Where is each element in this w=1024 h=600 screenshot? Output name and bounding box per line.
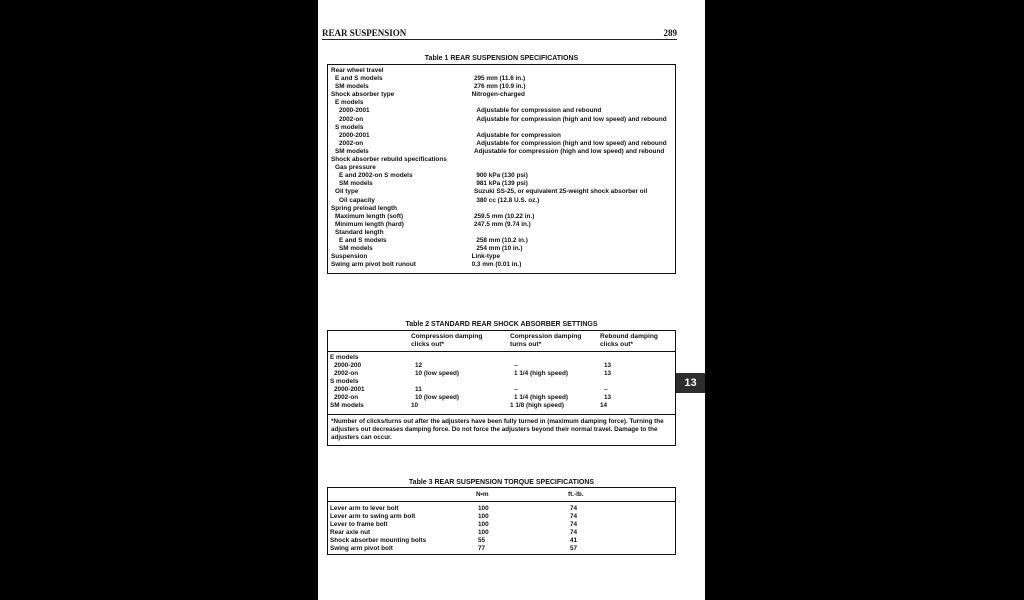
table1-row: [331, 253, 675, 261]
torque-nm: 100: [478, 505, 489, 512]
table2-row: [330, 402, 675, 410]
setting-model: 2000-200: [334, 362, 362, 369]
table2-body: [328, 352, 675, 414]
spec-label: Minimum length (hard): [335, 220, 404, 228]
spec-value: 276 mm (10.9 in.): [473, 83, 526, 91]
setting-compression-clicks: 10 (low speed): [415, 370, 460, 377]
table2-header-cell: Compression damping turns out*: [510, 333, 582, 348]
table1-row: [331, 172, 675, 180]
setting-compression-turns: 1 1/4 (high speed): [514, 394, 568, 401]
table1-row: [331, 140, 675, 148]
table2-row: [330, 386, 675, 394]
table1-row: [331, 116, 675, 124]
torque-item: Shock absorber mounting bolts: [330, 537, 427, 544]
spec-value: Adjustable for compression (high and low speed) and rebound: [476, 139, 667, 147]
spec-label: Spring preload length: [331, 204, 398, 212]
spec-label: E models: [335, 99, 364, 107]
table2-footnote: *Number of clicks/turns out after the adjusters have been fully turned in (maximum damping force). Turning the adjusters out decreases damping force. Do not force the adjusters beyond their normal travel. Damage to the adjusters can occur.: [328, 414, 675, 443]
torque-item: Swing arm pivot bolt: [330, 545, 393, 552]
table3-row: [330, 537, 675, 545]
table3: [327, 487, 676, 555]
table1-row: [331, 124, 675, 132]
setting-compression-turns: 1 1/8 (high speed): [510, 402, 564, 409]
setting-rebound-clicks: 13: [604, 362, 612, 369]
table1-row: [331, 132, 675, 140]
spec-value: 247.5 mm (9.74 in.): [473, 220, 531, 228]
spec-value: [474, 99, 675, 107]
table1-row: [331, 197, 675, 205]
torque-ftlb: 74: [570, 505, 578, 512]
table1: [327, 64, 676, 274]
table1-row: [331, 107, 675, 115]
spec-value: 900 kPa (130 psi): [476, 172, 528, 180]
setting-compression-clicks: 10 (low speed): [415, 394, 460, 401]
table1-row: [331, 213, 675, 221]
spec-value: 254 mm (10 in.): [476, 245, 523, 253]
table1-row: [331, 221, 675, 229]
setting-rebound-clicks: 13: [604, 394, 612, 401]
setting-compression-clicks: 12: [415, 362, 423, 369]
table3-row: [330, 513, 675, 521]
setting-compression-clicks: 10: [411, 402, 419, 409]
torque-ftlb: 74: [570, 513, 578, 520]
spec-label: Shock absorber type: [331, 91, 395, 99]
spec-label: Rear wheel travel: [331, 67, 384, 74]
spec-label: Shock absorber rebuild specifications: [331, 156, 447, 164]
chapter-tab: 13: [676, 373, 705, 393]
setting-model: 2000-2001: [334, 386, 365, 393]
table1-row: [331, 245, 675, 253]
spec-value: [472, 205, 675, 213]
spec-label: Standard length: [335, 228, 384, 236]
spec-value: [474, 124, 675, 132]
table3-row: [330, 521, 675, 529]
table2-row: [330, 378, 675, 386]
torque-item: Lever arm to lever bolt: [330, 505, 399, 512]
spec-value: [474, 229, 675, 237]
setting-compression-turns: [510, 354, 600, 362]
spec-value: [472, 156, 675, 164]
table1-row: [331, 188, 675, 196]
torque-nm: 55: [478, 537, 486, 544]
table3-header-cell: [328, 491, 476, 501]
table1-row: [331, 156, 675, 164]
spec-value: Adjustable for compression and rebound: [476, 107, 602, 115]
table2-row: [330, 362, 675, 370]
table1-row: [331, 148, 675, 156]
spec-value: Adjustable for compression: [476, 131, 561, 139]
spec-label: Oil capacity: [339, 196, 375, 204]
spec-value: Adjustable for compression (high and low speed) and rebound: [476, 115, 667, 123]
setting-model: S models: [330, 378, 359, 385]
spec-value: Link-type: [471, 253, 500, 261]
spec-label: E and S models: [339, 236, 387, 244]
setting-compression-clicks: [411, 378, 510, 386]
spec-label: E and S models: [335, 75, 383, 83]
spec-value: 981 kPa (139 psi): [476, 180, 528, 188]
table3-row: [330, 529, 675, 537]
setting-compression-clicks: [411, 354, 510, 362]
table1-row: [331, 205, 675, 213]
spec-label: Swing arm pivot bolt runout: [331, 261, 416, 269]
torque-ftlb: 74: [570, 529, 578, 536]
table2-row: [330, 354, 675, 362]
setting-model: 2002-on: [334, 394, 359, 401]
spec-label: Gas pressure: [335, 164, 376, 172]
setting-rebound-clicks: [600, 354, 670, 362]
setting-compression-turns: –: [514, 386, 518, 393]
spec-label: SM models: [335, 83, 369, 91]
setting-model: SM models: [330, 402, 364, 409]
torque-nm: 100: [478, 513, 489, 520]
table3-header-cell: ft.-lb.: [568, 491, 584, 498]
spec-label: S models: [335, 123, 364, 131]
spec-label: Maximum length (soft): [335, 212, 404, 220]
table3-header: [328, 488, 675, 502]
spec-label: 2000-2001: [339, 131, 370, 139]
spec-value: [474, 164, 675, 172]
table3-body: [328, 502, 675, 553]
setting-model: E models: [330, 354, 359, 361]
table1-row: [331, 99, 675, 107]
torque-ftlb: 41: [570, 537, 578, 544]
spec-label: 2002-on: [339, 139, 364, 147]
table2-title: Table 2 STANDARD REAR SHOCK ABSORBER SETTINGS: [405, 321, 598, 328]
spec-label: Oil type: [335, 188, 359, 196]
spec-label: 2002-on: [339, 115, 364, 123]
table2-row: [330, 394, 675, 402]
table1-row: [331, 237, 675, 245]
table1-title: Table 1 REAR SUSPENSION SPECIFICATIONS: [424, 55, 579, 62]
table2: [327, 330, 676, 446]
table2-header-cell: [328, 333, 411, 351]
spec-value: Adjustable for compression (high and low speed) and rebound: [473, 147, 665, 155]
setting-rebound-clicks: [600, 378, 670, 386]
spec-label: E and 2002-on S models: [339, 172, 413, 180]
table3-row: [330, 505, 675, 513]
table1-row: [331, 261, 675, 269]
setting-rebound-clicks: 14: [600, 402, 608, 409]
spec-label: SM models: [335, 147, 369, 155]
table1-row: [331, 164, 675, 172]
table3-title: Table 3 REAR SUSPENSION TORQUE SPECIFICATIONS: [408, 479, 595, 486]
table2-header-cell: Compression damping clicks out*: [411, 333, 483, 348]
spec-label: Suspension: [331, 253, 368, 261]
table3-row: [330, 545, 675, 553]
setting-compression-turns: 1 1/4 (high speed): [514, 370, 568, 377]
torque-item: Lever arm to swing arm bolt: [330, 513, 416, 520]
page-number: 289: [663, 28, 677, 38]
spec-value: 258 mm (10.2 in.): [476, 236, 528, 244]
spec-value: 259.5 mm (10.22 in.): [473, 212, 535, 220]
torque-item: Lever to frame bolt: [330, 521, 388, 528]
spec-value: [472, 67, 675, 75]
torque-nm: 100: [478, 529, 489, 536]
torque-ftlb: 57: [570, 545, 578, 552]
setting-rebound-clicks: 13: [604, 370, 612, 377]
table1-row: [331, 83, 675, 91]
spec-value: 0.3 mm (0.01 in.): [471, 261, 522, 269]
table2-row: [330, 370, 675, 378]
spec-label: SM models: [339, 245, 373, 253]
spec-value: Nitrogen-charged: [471, 91, 525, 99]
torque-nm: 77: [478, 545, 486, 552]
torque-ftlb: 74: [570, 521, 578, 528]
setting-compression-turns: [510, 378, 600, 386]
setting-compression-clicks: 11: [415, 386, 422, 393]
setting-rebound-clicks: –: [604, 386, 608, 393]
table1-row: [331, 180, 675, 188]
spec-value: 380 cc (12.8 U.S. oz.): [476, 196, 540, 204]
table1-row: [331, 229, 675, 237]
table3-header-cell: N•m: [476, 491, 489, 498]
torque-nm: 100: [478, 521, 489, 528]
setting-model: 2002-on: [334, 370, 359, 377]
spec-label: 2000-2001: [339, 107, 370, 115]
setting-compression-turns: –: [514, 362, 518, 369]
table1-row: [331, 75, 675, 83]
section-title: REAR SUSPENSION: [322, 28, 407, 38]
spec-label: SM models: [339, 180, 373, 188]
spec-value: Suzuki SS-25, or equivalent 25-weight shock absorber oil: [473, 188, 648, 196]
table2-header: [328, 331, 675, 352]
running-head: [322, 28, 677, 40]
torque-item: Rear axle nut: [330, 529, 371, 536]
table1-row: [331, 67, 675, 75]
table2-header-cell: Rebound damping clicks out*: [600, 333, 658, 348]
spec-value: 295 mm (11.6 in.): [473, 75, 526, 83]
table1-row: [331, 91, 675, 99]
